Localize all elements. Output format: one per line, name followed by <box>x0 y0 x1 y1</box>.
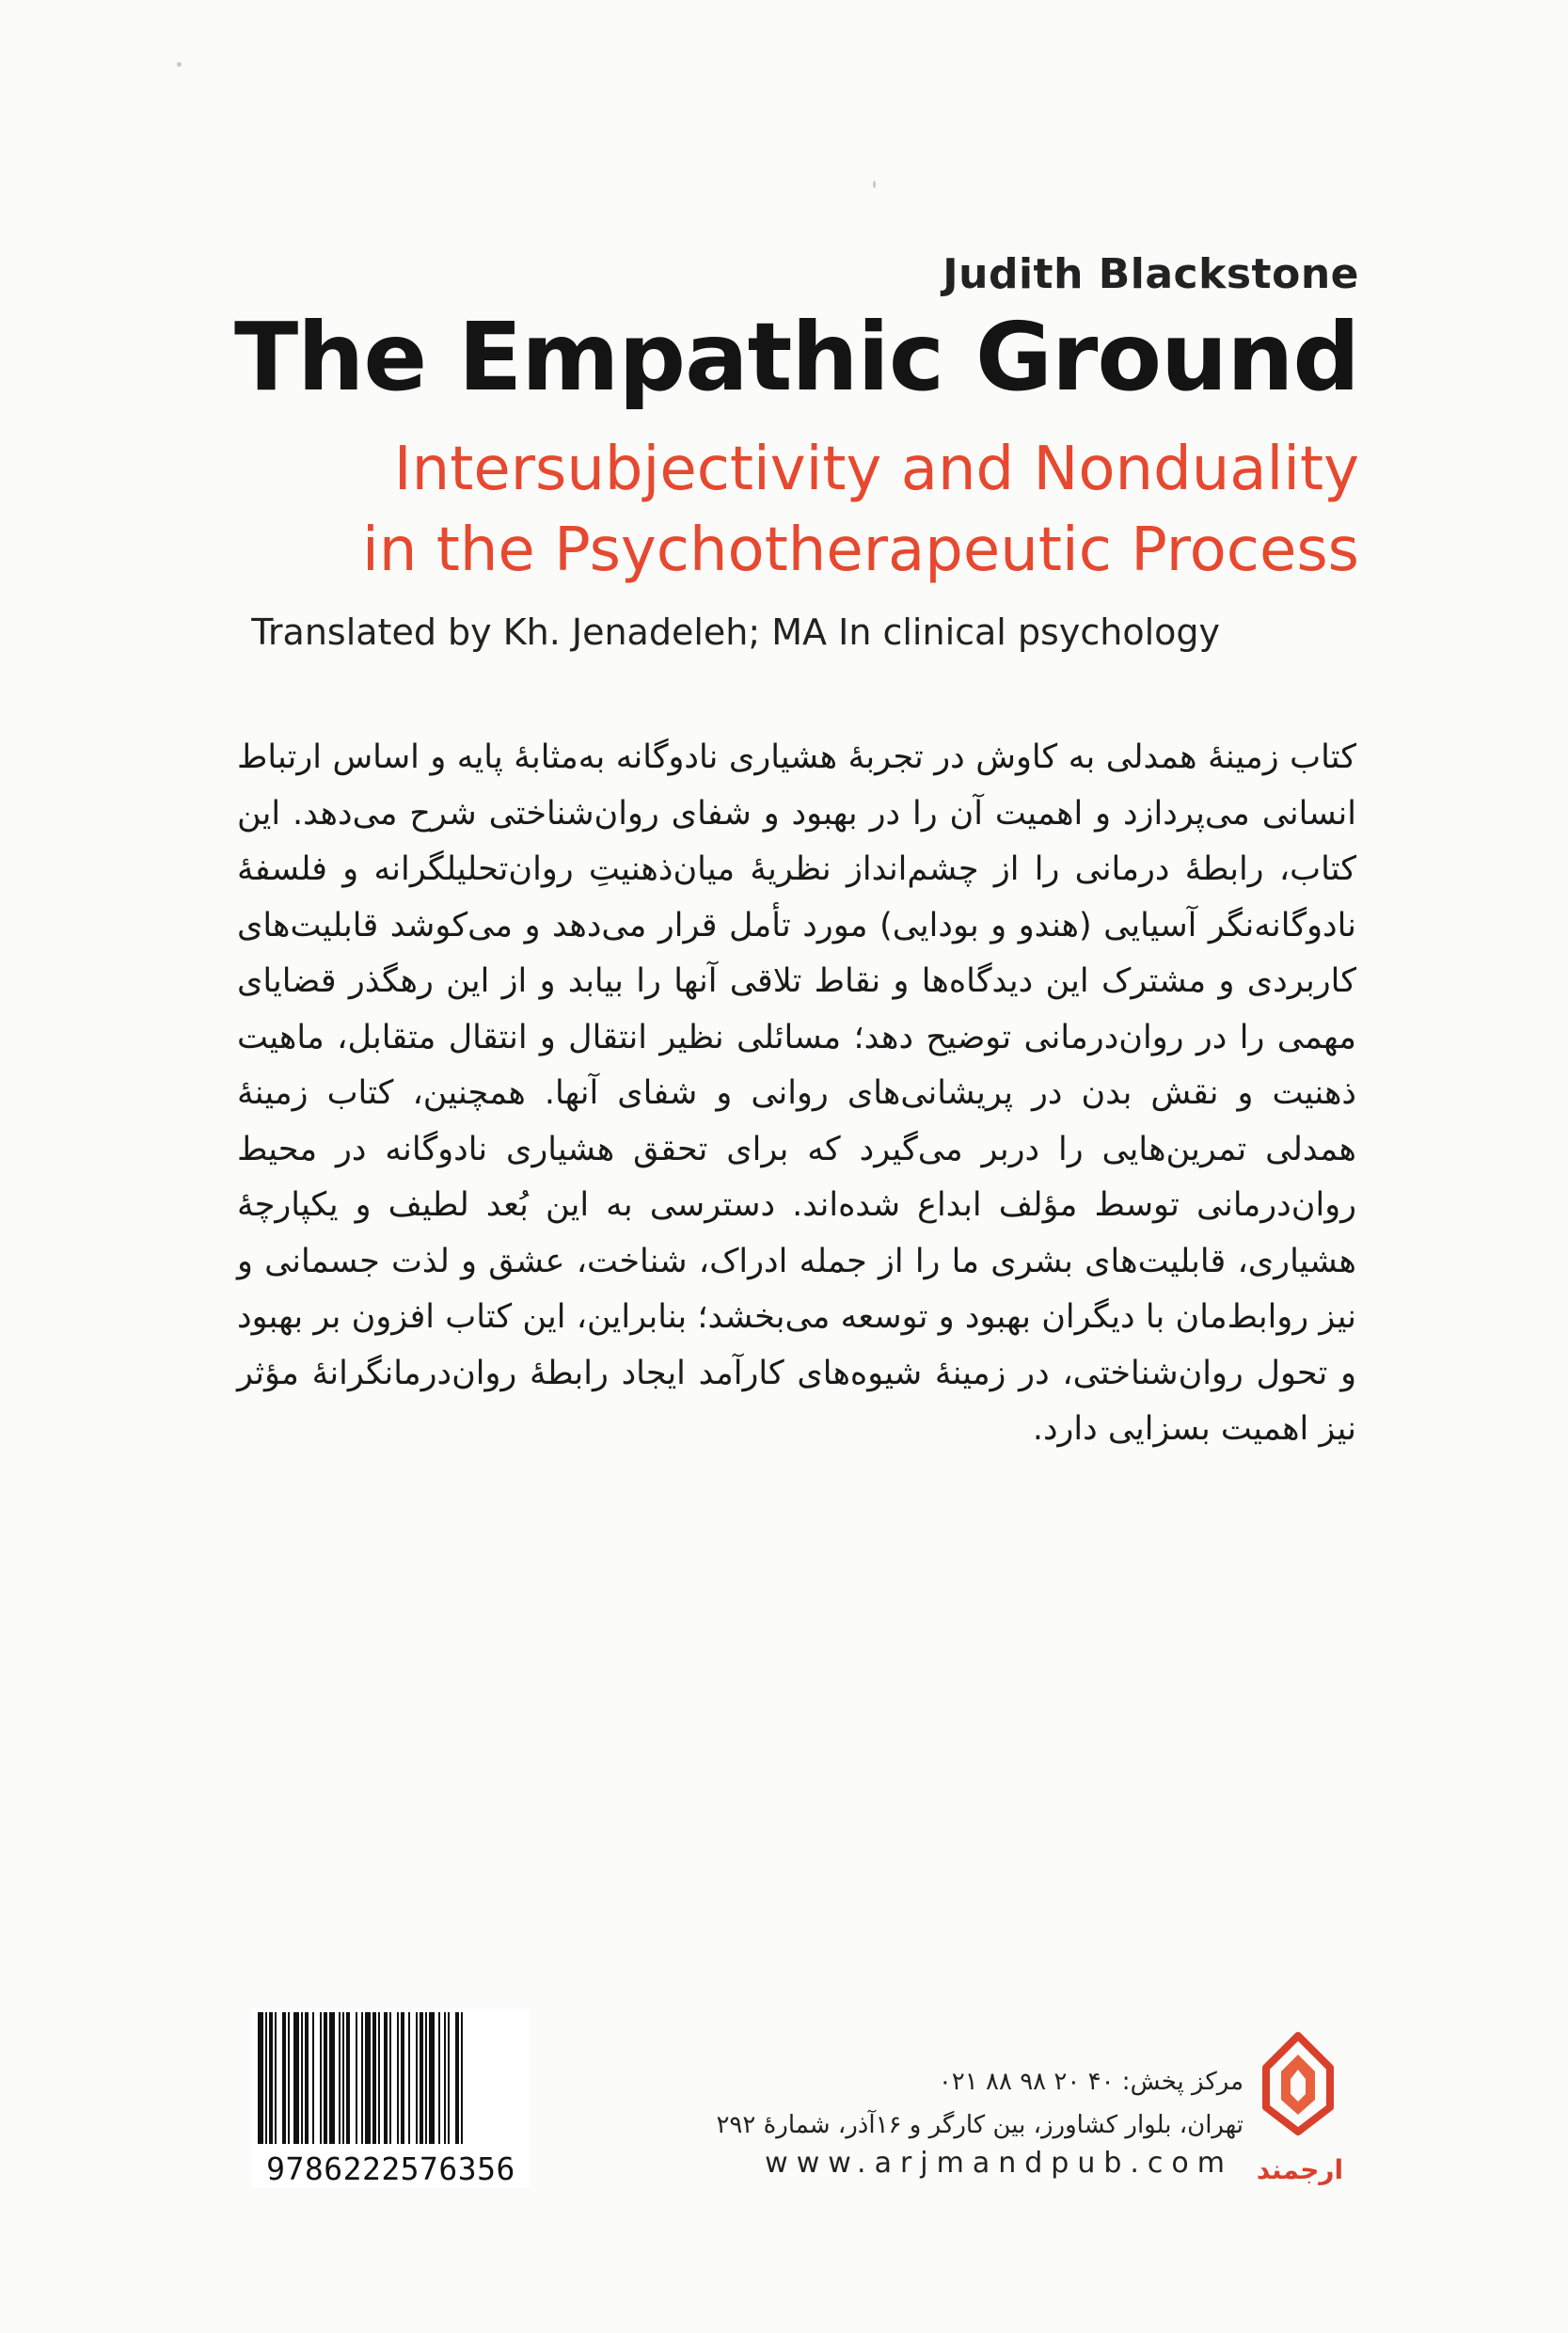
barcode-bar <box>438 2012 440 2144</box>
barcode-bar <box>339 2012 341 2144</box>
subtitle-line: in the Psychotherapeutic Process <box>362 516 1359 585</box>
barcode-bar <box>346 2012 350 2144</box>
barcode-bar <box>356 2012 357 2144</box>
barcode-bar <box>455 2012 459 2144</box>
book-subtitle <box>362 429 1359 591</box>
barcode-bar <box>461 2012 463 2144</box>
barcode-bar <box>269 2012 273 2144</box>
barcode-bar <box>288 2012 290 2144</box>
barcode-bars <box>252 2008 530 2148</box>
barcode-bar <box>365 2012 371 2144</box>
barcode-bar <box>312 2012 314 2144</box>
publisher-logo-icon <box>1260 2032 1336 2135</box>
barcode-bar <box>408 2012 410 2144</box>
translator-credit: Translated by Kh. Jenadeleh; MA In clinical psychology <box>251 611 1220 653</box>
barcode-bar <box>320 2012 322 2144</box>
barcode-bar <box>324 2012 327 2144</box>
barcode-bar <box>397 2012 399 2144</box>
isbn-number: 9786222576356 <box>266 2150 515 2187</box>
barcode-bar <box>416 2012 418 2144</box>
publisher-name: ارجمند <box>1256 2154 1344 2185</box>
barcode-bar <box>293 2012 299 2144</box>
author-name: Judith Blackstone <box>942 250 1359 298</box>
book-description: کتاب زمینهٔ همدلی به کاوش در تجربهٔ هشیاری نادوگانه به‌مثابهٔ پایه و اساس ارتباط انسانی می‌پردازد و اهمیت آن را در بهبود و شفای روان‌شناختی شرح می‌دهد. این کتاب، رابطهٔ درمانی را از چشم‌انداز نظریهٔ میان‌ذهنیتِ روان‌تحلیلگرانه و فلسفهٔ نادوگانه‌نگر آسیایی (هندو و بودایی) مورد تأمل قرار می‌دهد و می‌کوشد قابلیت‌های کاربردی و مشترک این دیدگاه‌ها و نقاط تلاقی آنها را بیابد و از این رهگذر قضایای مهمی را در روان‌درمانی توضیح دهد؛ مسائلی نظیر انتقال و انتقال متقابل، ماهیت ذهنیت و نقش بدن در پریشانی‌های روانی و شفای آنها. همچنین، کتاب زمینهٔ همدلی تمرین‌هایی را دربر می‌گیرد که برای تحقق هشیاری نادوگانه در محیط روان‌درمانی توسط مؤلف ابداع شده‌اند. دسترسی به این بُعد لطیف و یکپارچهٔ هشیاری، قابلیت‌های بشری ما را از جمله ادراک، شناخت، عشق و لذت جسمانی و نیز روابط‌مان با دیگران بهبود و توسعه می‌بخشد؛ بنابراین، این کتاب افزون بر بهبود و تحول روان‌شناختی، در زمینهٔ شیوه‌های کارآمد ایجاد رابطهٔ روان‌درمانگرانهٔ مؤثر نیز اهمیت بسزایی دارد. <box>237 738 1356 1448</box>
barcode-bar <box>258 2012 263 2144</box>
barcode-bar <box>429 2012 435 2144</box>
publisher-website: www.arjmandpub.com <box>765 2147 1233 2180</box>
barcode-bar <box>329 2012 335 2144</box>
barcode-bar <box>448 2012 450 2144</box>
publisher-address: تهران، بلوار کشاورز، بین کارگر و ۱۶آذر، شمارهٔ ۲۹۲ <box>716 2111 1243 2139</box>
barcode-bar <box>425 2012 427 2144</box>
barcode-bar <box>361 2012 363 2144</box>
subtitle-line: Intersubjectivity and Nonduality <box>393 435 1359 504</box>
paper-speck <box>873 181 876 188</box>
barcode-bar <box>401 2012 404 2144</box>
distribution-phone: مرکز پخش: ۴۰ ۲۰ ۹۸ ۸۸ ۰۲۱ <box>938 2068 1243 2096</box>
barcode-bar <box>384 2012 388 2144</box>
barcode-bar <box>378 2012 380 2144</box>
barcode-bar <box>265 2012 267 2144</box>
barcode-bar <box>389 2012 391 2144</box>
barcode-bar <box>305 2012 309 2144</box>
barcode-bar <box>444 2012 446 2144</box>
barcode-bar <box>420 2012 423 2144</box>
barcode-bar <box>342 2012 344 2144</box>
barcode-bar <box>372 2012 376 2144</box>
barcode-bar <box>301 2012 303 2144</box>
paper-speck <box>177 62 182 67</box>
book-title: The Empathic Ground <box>233 302 1359 412</box>
barcode-bar <box>275 2012 277 2144</box>
barcode-bar <box>282 2012 286 2144</box>
